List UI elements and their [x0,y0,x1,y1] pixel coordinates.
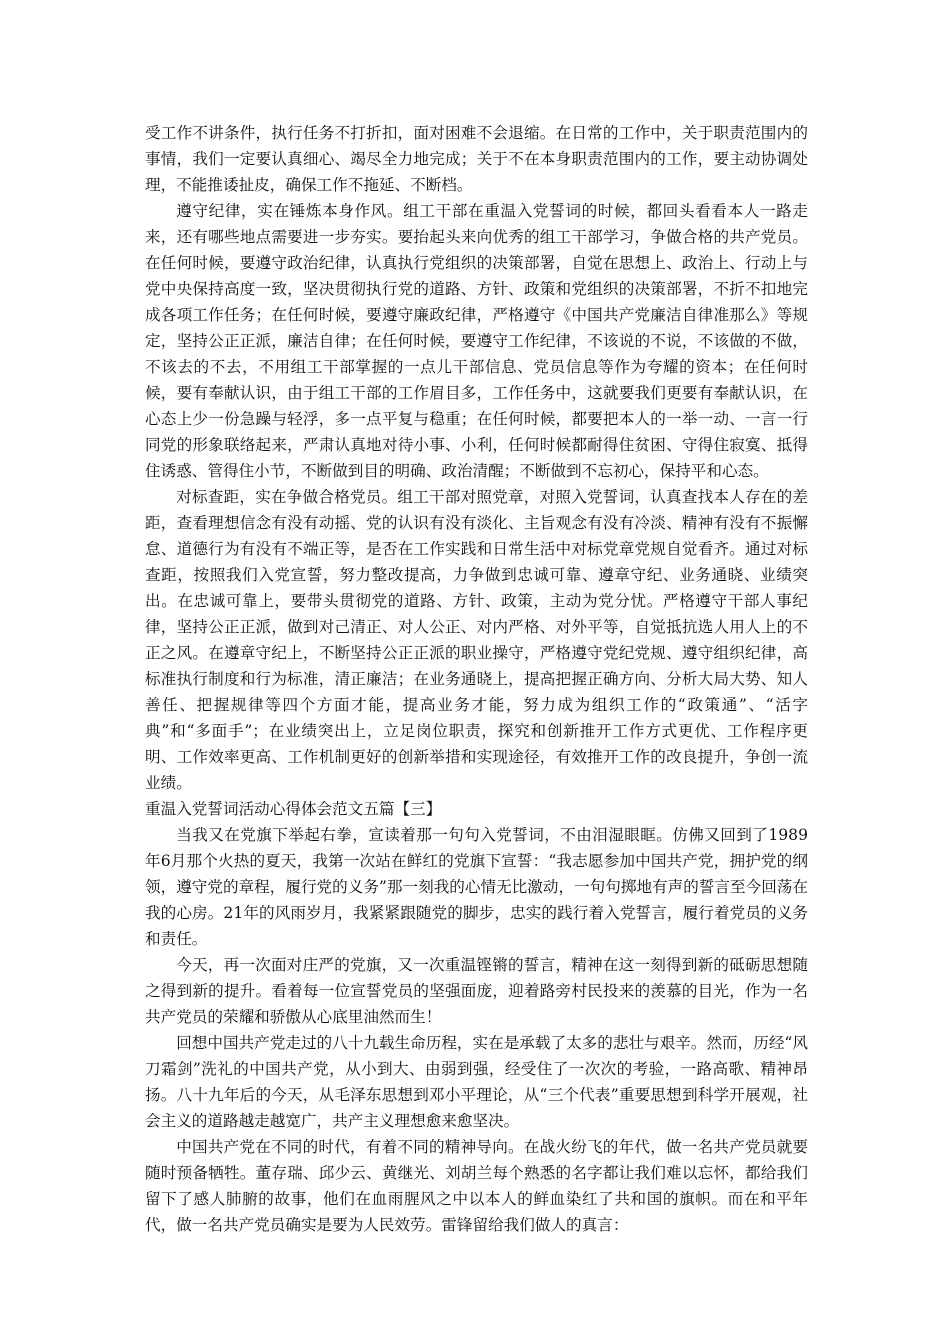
paragraph-discipline: 遵守纪律，实在锤炼本身作风。组工干部在重温入党誓词的时候，都回头看看本人一路走来，还有哪些地点需要进一步夯实。要抬起头来向优秀的组工干部学习，争做合格的共产党员。在任何时候，要遵守政治纪律，认真执行党组织的决策部署，自觉在思想上、政治上、行动上与党中央保持高度一致，坚决贯彻执行党的道路、方针、政策和党组织的决策部署，不折不扣地完成各项工作任务；在任何时候，要遵守廉政纪律，严格遵守《中国共产党廉洁自律准那么》等规定，坚持公正正派，廉洁自律；在任何时候，要遵守工作纪律，不该说的不说，不该做的不做，不该去的不去，不用组工干部掌握的一点儿干部信息、党员信息等作为夸耀的资本；在任何时候，要有奉献认识，由于组工干部的工作眉目多，工作任务中，这就要我们更要有奉献认识，在心态上少一份急躁与轻浮，多一点平复与稳重；在任何时候，都要把本人的一举一动、一言一行同党的形象联络起来，严肃认真地对待小事、小利，任何时候都耐得住贫困、守得住寂寞、抵得住诱惑、管得住小节，不断做到目的明确、政治清醒；不断做到不忘初心，保持平和心态。 [145,202,808,480]
paragraph-history: 回想中国共产党走过的八十九载生命历程，实在是承载了太多的悲壮与艰辛。然而，历经“风刀霜剑”洗礼的中国共产党，从小到大、由弱到强，经受住了一次次的考验，一路高歌、精神昂扬。八十九年后的今天，从毛泽东思想到邓小平理论，从“三个代表”重要思想到科学开展观，社会主义的道路越走越宽广，共产主义理想愈来愈坚决。 [145,1034,808,1130]
paragraph-oath-memory: 当我又在党旗下举起右拳，宣读着那一句句入党誓词，不由泪湿眼眶。仿佛又回到了1989年6月那个火热的夏天，我第一次站在鲜红的党旗下宣誓：“我志愿参加中国共产党，拥护党的纲领，遵守党的章程，履行党的义务”那一刻我的心情无比激动，一句句掷地有声的誓言至今回荡在我的心房。21年的风雨岁月，我紧紧跟随党的脚步，忠实的践行着入党誓言，履行着党员的义务和责任。 [145,826,808,948]
paragraph-benchmark: 对标查距，实在争做合格党员。组工干部对照党章，对照入党誓词，认真查找本人存在的差距，查看理想信念有没有动摇、党的认识有没有淡化、主旨观念有没有冷淡、精神有没有不振懈怠、道德行为有没有不端正等，是否在工作实践和日常生活中对标党章党规自觉看齐。通过对标查距，按照我们入党宣誓，努力整改提高，力争做到忠诚可靠、遵章守纪、业务通晓、业绩突出。在忠诚可靠上，要带头贯彻党的道路、方针、政策，主动为党分忧。严格遵守干部人事纪律，坚持公正正派，做到对己清正、对人公正、对内严格、对外平等，自觉抵抗选人用人上的不正之风。在遵章守纪上，不断坚持公正正派的职业操守，严格遵守党纪党规、遵守组织纪律，高标准执行制度和行为标准，清正廉洁；在业务通晓上，提高把握正确方向、分析大局大势、知人善任、把握规律等四个方面才能，提高业务才能，努力成为组织工作的“政策通”、“活字典”和“多面手”；在业绩突出上，立足岗位职责，探究和创新推开工作方式更优、工作程序更明、工作效率更高、工作机制更好的创新举措和实现途径，有效推开工作的改良提升，争创一流业绩。 [145,488,808,792]
paragraph-continuation: 受工作不讲条件，执行任务不打折扣，面对困难不会退缩。在日常的工作中，关于职责范围内的事情，我们一定要认真细心、竭尽全力地完成；关于不在本身职责范围内的工作，要主动协调处理，不能推诿扯皮，确保工作不拖延、不断档。 [145,124,808,194]
paragraph-today: 今天，再一次面对庄严的党旗，又一次重温铿锵的誓言，精神在这一刻得到新的砥砺思想随之得到新的提升。看着每一位宣誓党员的坚强面庞，迎着路旁村民投来的羡慕的目光，作为一名共产党员的荣耀和骄傲从心底里油然而生！ [145,956,808,1026]
section-heading: 重温入党誓词活动心得体会范文五篇【三】 [145,800,442,818]
paragraph-spirit: 中国共产党在不同的时代，有着不同的精神导向。在战火纷飞的年代，做一名共产党员就要随时预备牺牲。董存瑞、邱少云、黄继光、刘胡兰每个熟悉的名字都让我们难以忘怀，都给我们留下了感人肺腑的故事，他们在血雨腥风之中以本人的鲜血染红了共和国的旗帜。而在和平年代，做一名共产党员确实是要为人民效劳。雷锋留给我们做人的真言： [145,1138,808,1234]
document-page [145,120,808,1238]
